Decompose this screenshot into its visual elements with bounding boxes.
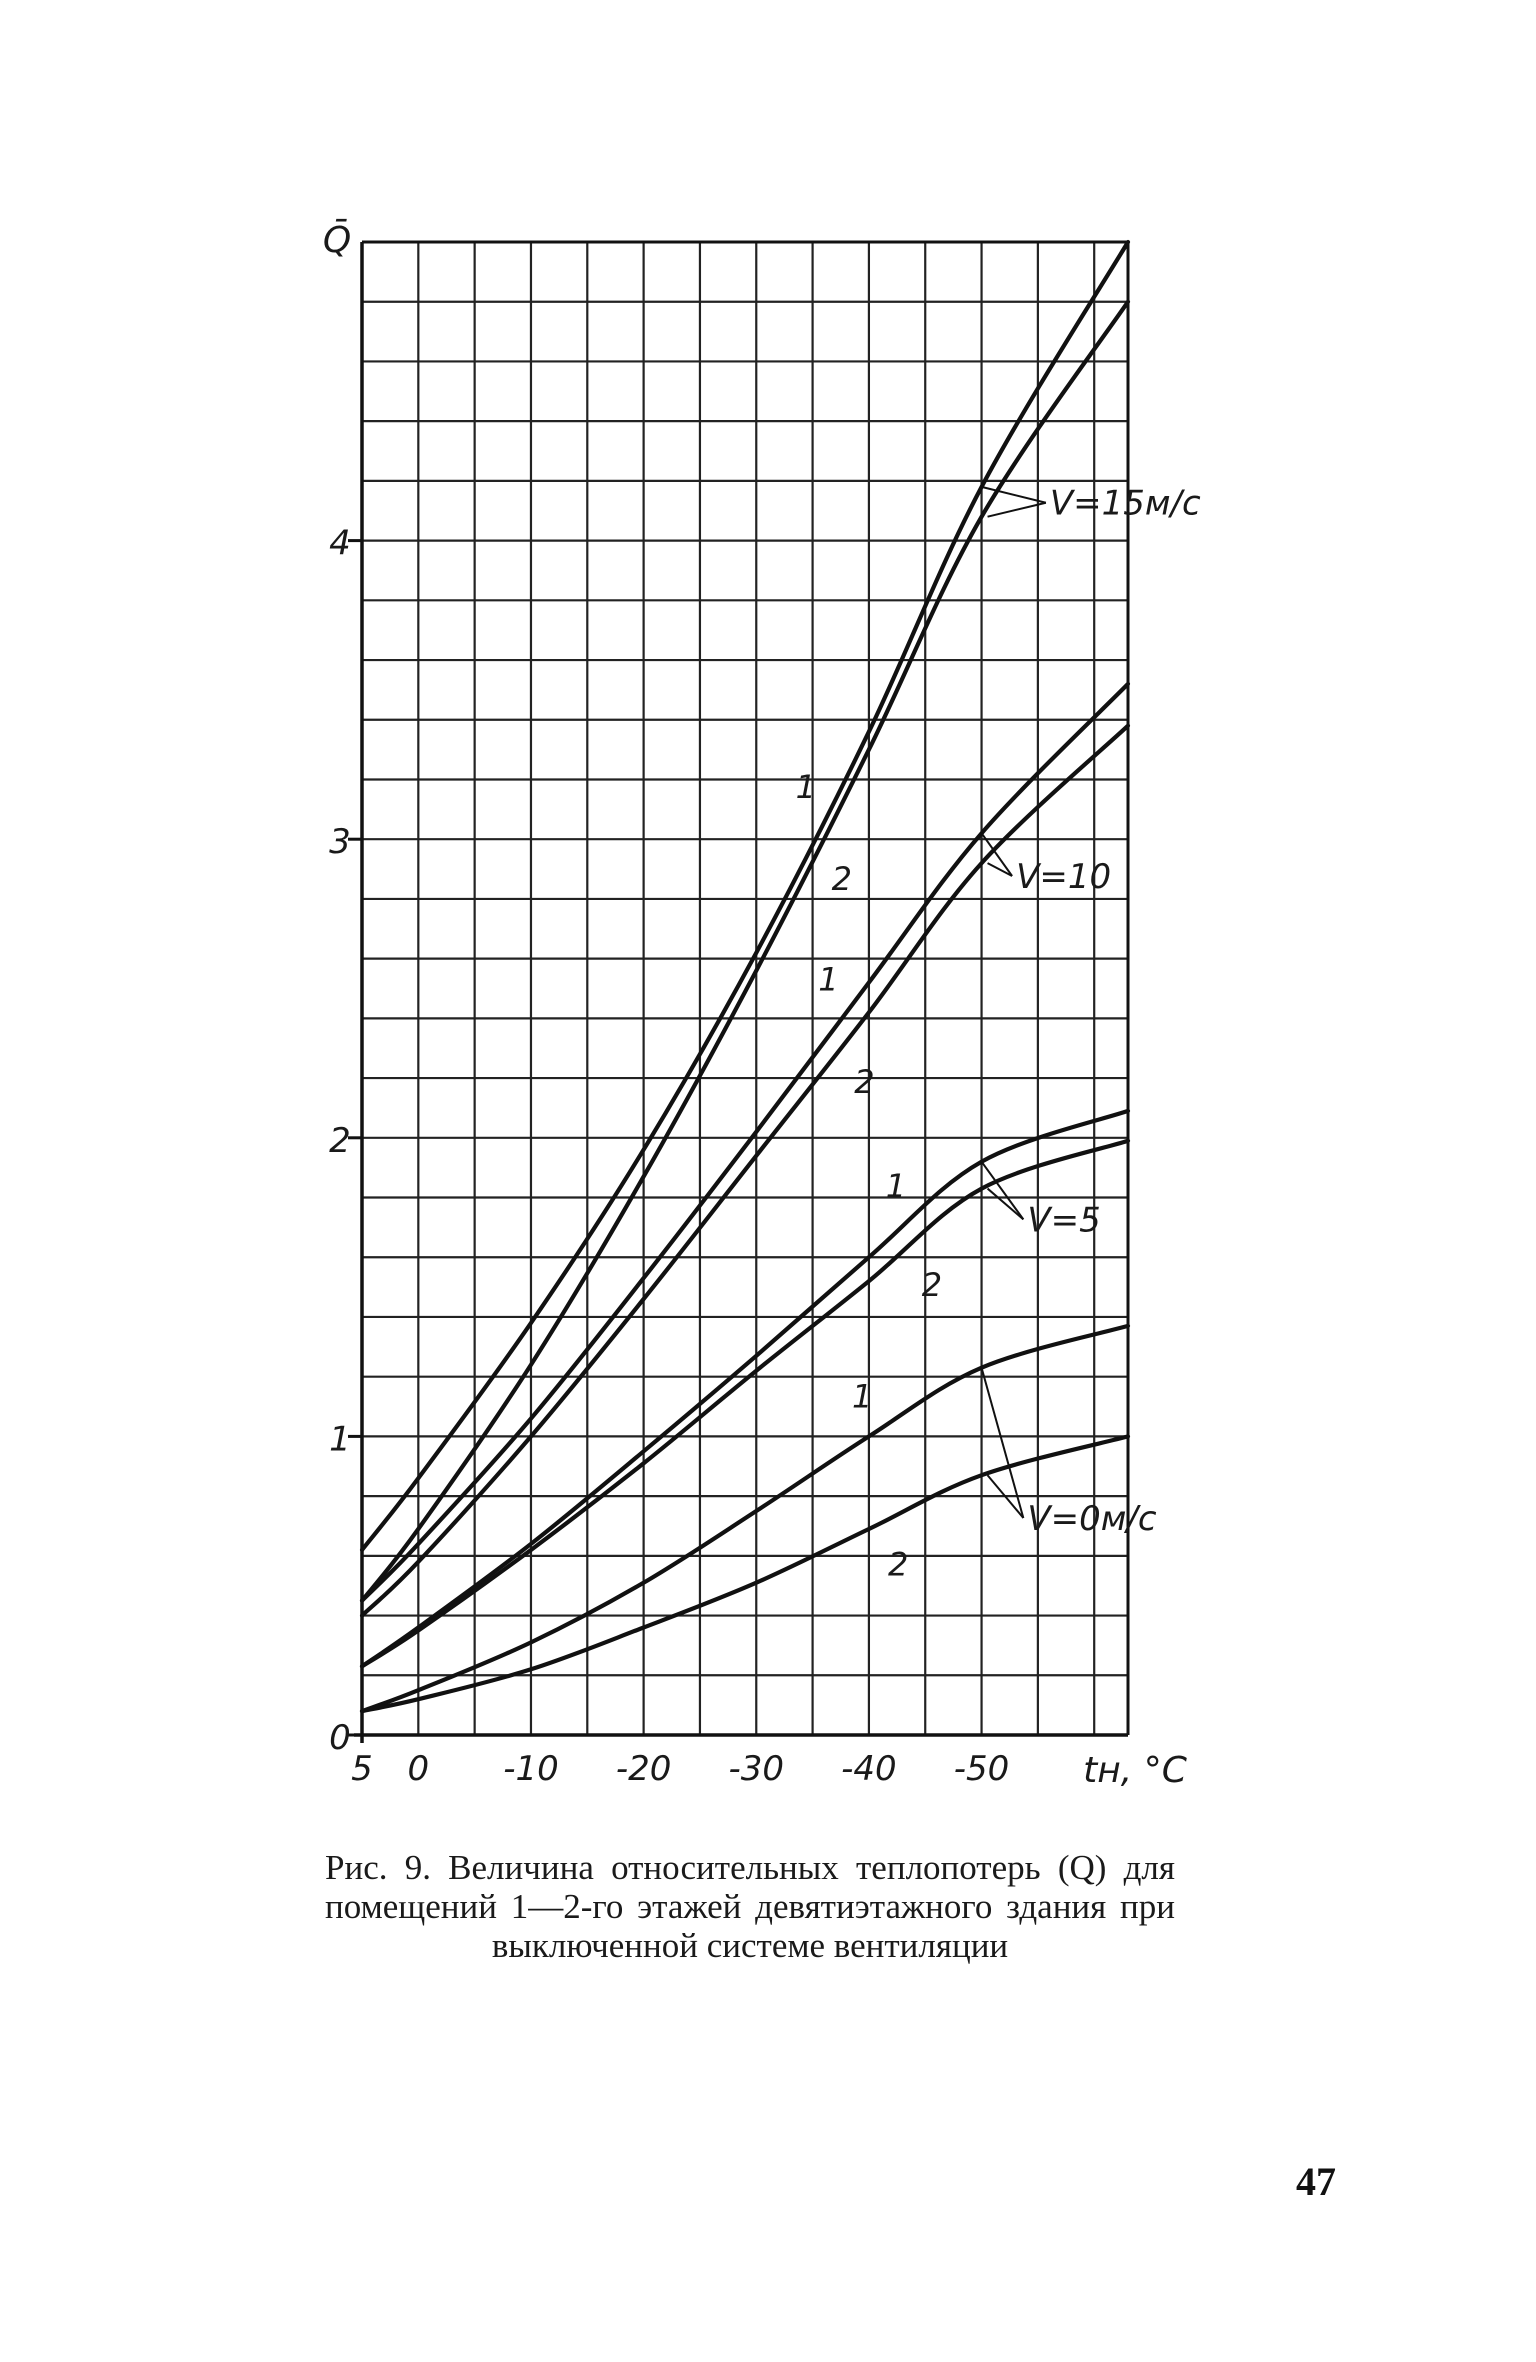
series-number-label: 2 — [854, 1063, 875, 1102]
series-number-label: 1 — [851, 1377, 873, 1416]
page-number: 47 — [1296, 2159, 1336, 2204]
series-line-v15c-1 — [362, 242, 1128, 1550]
x-tick-label: -40 — [841, 1749, 897, 1789]
x-tick-label: -30 — [728, 1749, 785, 1789]
annotation-leader — [982, 1162, 1024, 1220]
series-number-label: 1 — [795, 768, 817, 807]
annotation-label: V=10 — [1016, 856, 1112, 897]
y-tick-label: 0 — [329, 1718, 351, 1758]
y-tick-label: 2 — [329, 1120, 351, 1161]
series-number-label: 2 — [887, 1545, 909, 1584]
y-tick-label: 4 — [329, 523, 351, 564]
series-number-label: 2 — [831, 860, 853, 899]
chart-curves — [362, 242, 1128, 1711]
figure-caption: Рис. 9. Величина относительных теплопотерь (Q) для помещений 1—2-го этажей девятиэтажного здания при выключенной системе вентиляции — [325, 1848, 1175, 1965]
series-line-v0c-1 — [362, 1326, 1128, 1711]
annotation-label: V=5 — [1027, 1200, 1101, 1241]
x-tick-label: -10 — [503, 1749, 559, 1789]
x-tick-label: 0 — [407, 1749, 430, 1789]
series-line-v5-1 — [362, 1111, 1128, 1666]
series-line-v15c-2 — [362, 302, 1128, 1601]
y-tick-label: 3 — [329, 822, 351, 863]
x-tick-label: -20 — [615, 1749, 672, 1789]
y-tick-label: 1 — [329, 1419, 351, 1460]
x-axis-label: tн, °C — [1083, 1750, 1187, 1791]
series-line-v10-1 — [362, 684, 1128, 1601]
series-number-label: 1 — [818, 960, 839, 999]
y-axis-label: Q̄ — [322, 220, 352, 261]
annotation-label: V=0м/c — [1027, 1498, 1157, 1539]
series-number-label: 1 — [885, 1167, 907, 1206]
annotation-label: V=15м/c — [1049, 483, 1201, 524]
chart-tick-labels — [329, 524, 1009, 1789]
x-tick-label: -50 — [953, 1749, 1010, 1789]
series-number-label: 2 — [921, 1266, 943, 1305]
x-tick-label: 5 — [351, 1749, 373, 1789]
